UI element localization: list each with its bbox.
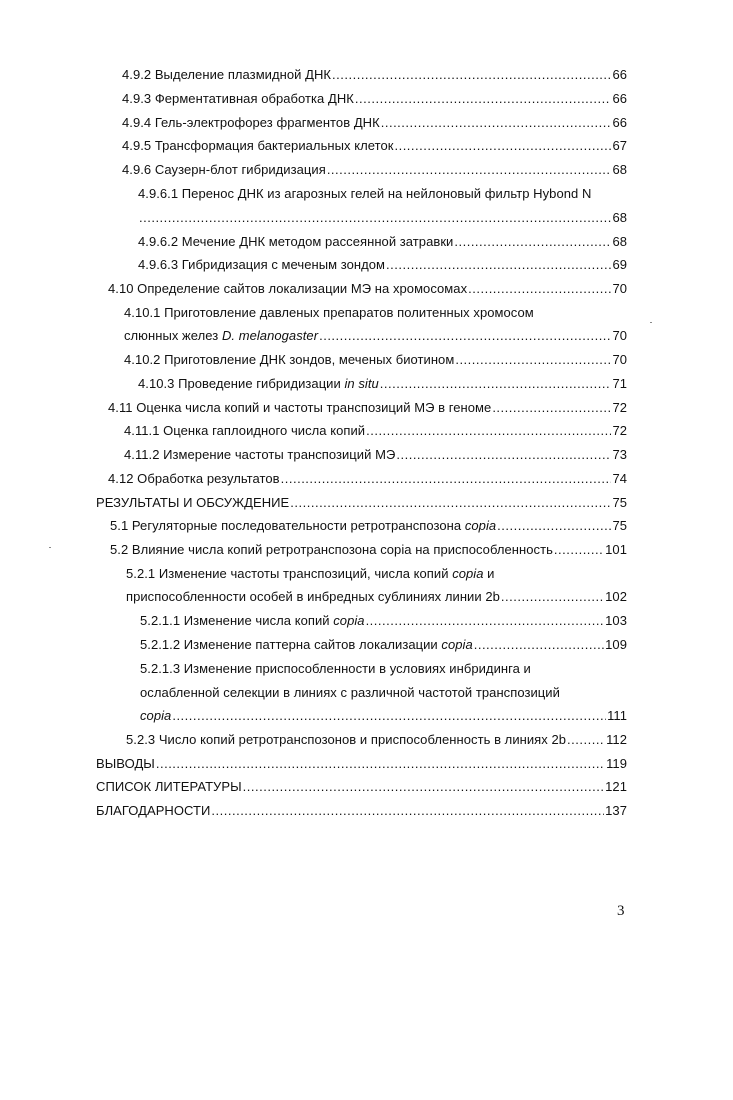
dot-leader — [497, 515, 611, 537]
toc-entry-page: 66 — [612, 91, 627, 106]
toc-entry — [140, 658, 627, 680]
toc-entry-title — [126, 566, 495, 581]
dot-leader — [454, 231, 611, 253]
toc-entry-title: 4.11.2 Измерение частоты транспозиций МЭ — [124, 447, 396, 462]
toc-entry-text: 5.2.1 Изменение частоты транспозиций, числа копий — [126, 566, 453, 581]
dot-leader — [319, 325, 611, 347]
toc-entry-title: 4.10 Определение сайтов локализации МЭ на хромосомах — [108, 281, 468, 296]
toc-entry-text: 5.2.1.2 Изменение паттерна сайтов локализации — [140, 637, 442, 652]
toc-entry-page: 102 — [605, 589, 627, 604]
dot-leader — [355, 88, 612, 110]
toc-entry-title: ВЫВОДЫ — [96, 756, 155, 771]
toc-entry-page: 75 — [612, 518, 627, 533]
toc-entry — [124, 420, 627, 442]
toc-entry — [96, 800, 627, 822]
toc-entry — [122, 112, 627, 134]
toc-entry-title — [140, 610, 365, 632]
toc-entry-text: 4.10.3 Проведение гибридизации — [138, 376, 345, 391]
italic-term: copia — [464, 518, 497, 533]
dot-leader — [290, 492, 611, 514]
dot-leader — [386, 254, 611, 276]
species-name: D. melanogaster — [221, 328, 319, 343]
dot-leader — [281, 468, 612, 490]
toc-entry-continuation — [126, 586, 627, 608]
italic-term: copia — [441, 637, 473, 652]
toc-entry-title: 5.2.1.3 Изменение приспособленности в условиях инбридинга и — [140, 661, 531, 676]
dot-leader — [455, 349, 611, 371]
toc-entry — [126, 729, 627, 751]
toc-entry-page: 74 — [612, 471, 627, 486]
scan-speck — [49, 547, 51, 548]
toc-entry — [122, 88, 627, 110]
toc-entry-title: 4.10.2 Приготовление ДНК зондов, меченых биотином — [124, 352, 455, 367]
toc-entry-title: СПИСОК ЛИТЕРАТУРЫ — [96, 779, 242, 794]
italic-term: copia — [333, 613, 365, 628]
dot-leader — [567, 729, 605, 751]
toc-entry-continuation — [140, 682, 627, 704]
toc-entry — [124, 444, 627, 466]
toc-entry — [122, 159, 627, 181]
toc-entry-page: 72 — [612, 423, 627, 438]
dot-leader — [492, 397, 611, 419]
toc-entry — [138, 254, 627, 276]
toc-entry-page: 67 — [612, 138, 627, 153]
toc-entry-page: 137 — [605, 803, 627, 818]
toc-entry — [96, 753, 627, 775]
italic-term: copia — [452, 566, 484, 581]
toc-entry-text: 5.2.1.1 Изменение числа копий — [140, 613, 334, 628]
toc-entry-page: 68 — [612, 234, 627, 249]
dot-leader — [211, 800, 604, 822]
dot-leader — [394, 135, 611, 157]
toc-entry-page: 112 — [606, 732, 627, 747]
toc-entry-page: 73 — [612, 447, 627, 462]
toc-entry-text: 5.1 Регуляторные последовательности ретротранспозона — [110, 518, 465, 533]
toc-entry — [122, 135, 627, 157]
toc-entry-title: 4.9.5 Трансформация бактериальных клеток — [122, 138, 394, 153]
toc-entry-page: 111 — [607, 708, 627, 723]
toc-entry — [124, 302, 627, 324]
toc-entry — [122, 64, 627, 86]
toc-entry — [126, 563, 627, 585]
toc-entry-page: 70 — [612, 281, 627, 296]
toc-entry-title — [138, 373, 379, 395]
italic-term: in situ — [344, 376, 379, 391]
toc-entry — [140, 610, 627, 632]
toc-entry — [124, 349, 627, 371]
toc-entry-title: 4.11 Оценка числа копий и частоты транспозиций МЭ в геноме — [108, 400, 492, 415]
toc-entry-title: 4.12 Обработка результатов — [108, 471, 280, 486]
toc-entry-title: 4.9.6.2 Мечение ДНК методом рассеянной затравки — [138, 234, 454, 249]
toc-entry-page: 75 — [612, 495, 627, 510]
toc-entry — [138, 373, 627, 395]
toc-entry — [96, 492, 627, 514]
toc-entry-title: БЛАГОДАРНОСТИ — [96, 803, 211, 818]
toc-entry — [110, 515, 627, 537]
toc-entry-text: слюнных желез — [124, 328, 222, 343]
toc-entry-title: 4.10.1 Приготовление давленых препаратов политенных хромосом — [124, 305, 534, 320]
dot-leader — [474, 634, 604, 656]
dot-leader — [380, 373, 612, 395]
toc-entry-title: 4.9.4 Гель-электрофорез фрагментов ДНК — [122, 115, 380, 130]
toc-entry-page: 109 — [605, 637, 627, 652]
toc-entry-title — [124, 325, 318, 347]
dot-leader — [172, 705, 606, 727]
toc-entry-title: 4.11.1 Оценка гаплоидного числа копий — [124, 423, 366, 438]
dot-leader — [381, 112, 612, 134]
toc-entry-page: 70 — [612, 328, 627, 343]
toc-entry — [138, 183, 627, 205]
toc-entry-page: 68 — [612, 210, 627, 225]
toc-entry-title: 5.2 Влияние числа копий ретротранспозона copia на приспособленность — [110, 542, 553, 557]
toc-entry — [110, 539, 627, 561]
toc-entry-text: и — [483, 566, 495, 581]
toc-entry-title: 4.9.2 Выделение плазмидной ДНК — [122, 67, 332, 82]
dot-leader — [554, 539, 604, 561]
dot-leader — [468, 278, 611, 300]
dot-leader — [366, 610, 605, 632]
toc-entry — [96, 776, 627, 798]
dot-leader — [366, 420, 611, 442]
toc-entry-page: 68 — [612, 162, 627, 177]
toc-entry-page: 72 — [612, 400, 627, 415]
dot-leader — [139, 207, 611, 229]
toc-entry-continuation — [124, 325, 627, 347]
toc-entry-page: 66 — [612, 67, 627, 82]
toc-entry-title: РЕЗУЛЬТАТЫ И ОБСУЖДЕНИЕ — [96, 495, 290, 510]
toc-entry-page: 121 — [605, 779, 627, 794]
toc-entry-page: 101 — [605, 542, 627, 557]
toc-entry-page: 71 — [612, 376, 627, 391]
dot-leader — [156, 753, 605, 775]
toc-entry — [140, 634, 627, 656]
toc-entry-title: ослабленной селекции в линиях с различной частотой транспозиций — [140, 685, 560, 700]
toc-entry — [108, 278, 627, 300]
toc-entry-continuation — [138, 207, 627, 229]
toc-entry-title: 5.2.3 Число копий ретротранспозонов и приспособленность в линиях 2b — [126, 732, 567, 747]
toc-entry-page: 103 — [605, 613, 627, 628]
dot-leader — [243, 776, 605, 798]
toc-entry-page: 119 — [606, 756, 627, 771]
dot-leader — [501, 586, 604, 608]
toc-entry-page: 70 — [612, 352, 627, 367]
toc-entry — [108, 468, 627, 490]
dot-leader — [327, 159, 612, 181]
toc-entry-page: 66 — [612, 115, 627, 130]
scan-speck — [650, 322, 652, 323]
dot-leader — [396, 444, 611, 466]
toc-entry-title: 4.9.6.1 Перенос ДНК из агарозных гелей на нейлоновый фильтр Hybond N — [138, 186, 592, 201]
italic-term: copia — [140, 708, 172, 723]
page-number: 3 — [617, 903, 625, 919]
toc-entry-title: приспособленности особей в инбредных сублиниях линии 2b — [126, 589, 500, 604]
toc-entry-title: 4.9.6 Саузерн-блот гибридизация — [122, 162, 326, 177]
toc-entry-continuation — [140, 705, 627, 727]
toc-entry — [108, 397, 627, 419]
toc-entry-page: 69 — [612, 257, 627, 272]
toc-entry-title: 4.9.3 Ферментативная обработка ДНК — [122, 91, 354, 106]
toc-entry-title: 4.9.6.3 Гибридизация с меченым зондом — [138, 257, 386, 272]
toc-entry-title — [110, 515, 496, 537]
toc-entry-title — [140, 634, 473, 656]
toc-entry — [138, 231, 627, 253]
dot-leader — [332, 64, 611, 86]
